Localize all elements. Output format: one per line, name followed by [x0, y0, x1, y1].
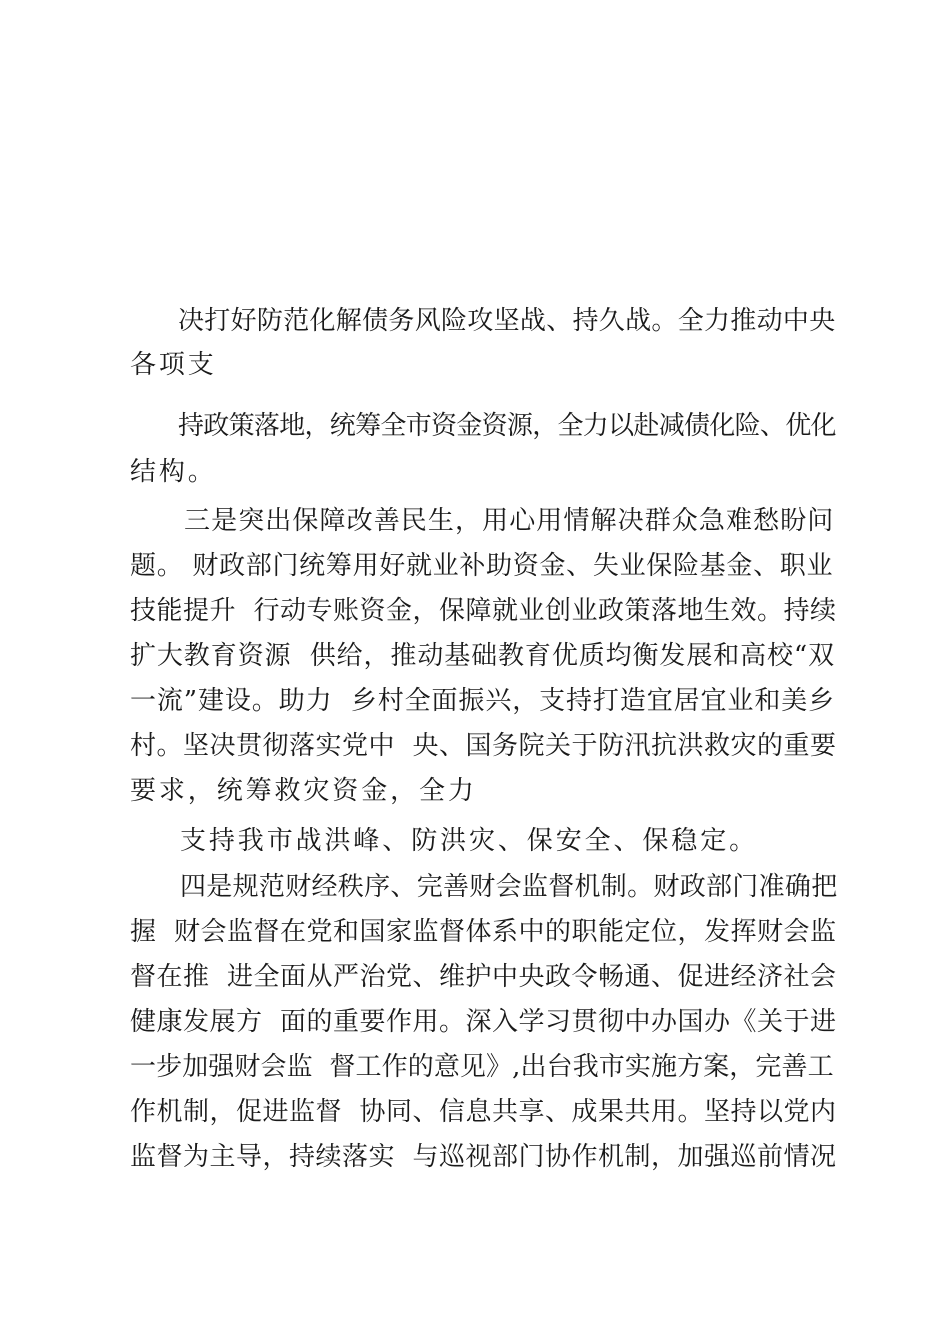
text-line-15: 督在推 进全面从严治党、维护中央政令畅通、促进经济社会 [130, 962, 837, 992]
text-line-5: 三是突出保障改善民生，用心用情解决群众急难愁盼问 [184, 506, 835, 536]
text-line-2: 各项支 [130, 350, 217, 380]
text-line-14: 握 财会监督在党和国家监督体系中的职能定位，发挥财会监 [130, 917, 837, 947]
text-line-17: 一步加强财会监 督工作的意见》,出台我市实施方案，完善工 [130, 1052, 834, 1082]
text-line-8: 扩大教育资源 供给，推动基础教育优质均衡发展和高校“双 [130, 641, 836, 671]
text-line-16: 健康发展方 面的重要作用。深入学习贯彻中办国办《关于进 [130, 1007, 837, 1037]
text-line-11: 要求，统筹救灾资金，全力 [130, 776, 477, 806]
text-line-9: 一流”建设。助力 乡村全面振兴，支持打造宜居宜业和美乡 [130, 686, 836, 716]
text-line-18: 作机制，促进监督 协同、信息共享、成果共用。坚持以党内 [130, 1097, 837, 1127]
text-line-3: 持政策落地，统筹全市资金资源，全力以赴减债化险、优化 [178, 411, 836, 441]
text-line-4: 结构。 [130, 457, 217, 487]
text-line-19: 监督为主导，持续落实 与巡视部门协作机制，加强巡前情况 [130, 1142, 837, 1172]
text-line-12: 支持我市战洪峰、防洪灾、保安全、保稳定。 [180, 826, 759, 856]
text-line-10: 村。坚决贯彻落实党中 央、国务院关于防汛抗洪救灾的重要 [130, 731, 837, 761]
text-line-6: 题。 财政部门统筹用好就业补助资金、失业保险基金、职业 [130, 551, 834, 581]
text-line-1: 决打好防范化解债务风险攻坚战、持久战。全力推动中央 [178, 306, 836, 336]
text-line-7: 技能提升 行动专账资金，保障就业创业政策落地生效。持续 [130, 596, 837, 626]
text-line-13: 四是规范财经秩序、完善财会监督机制。财政部门准确把 [180, 872, 838, 902]
